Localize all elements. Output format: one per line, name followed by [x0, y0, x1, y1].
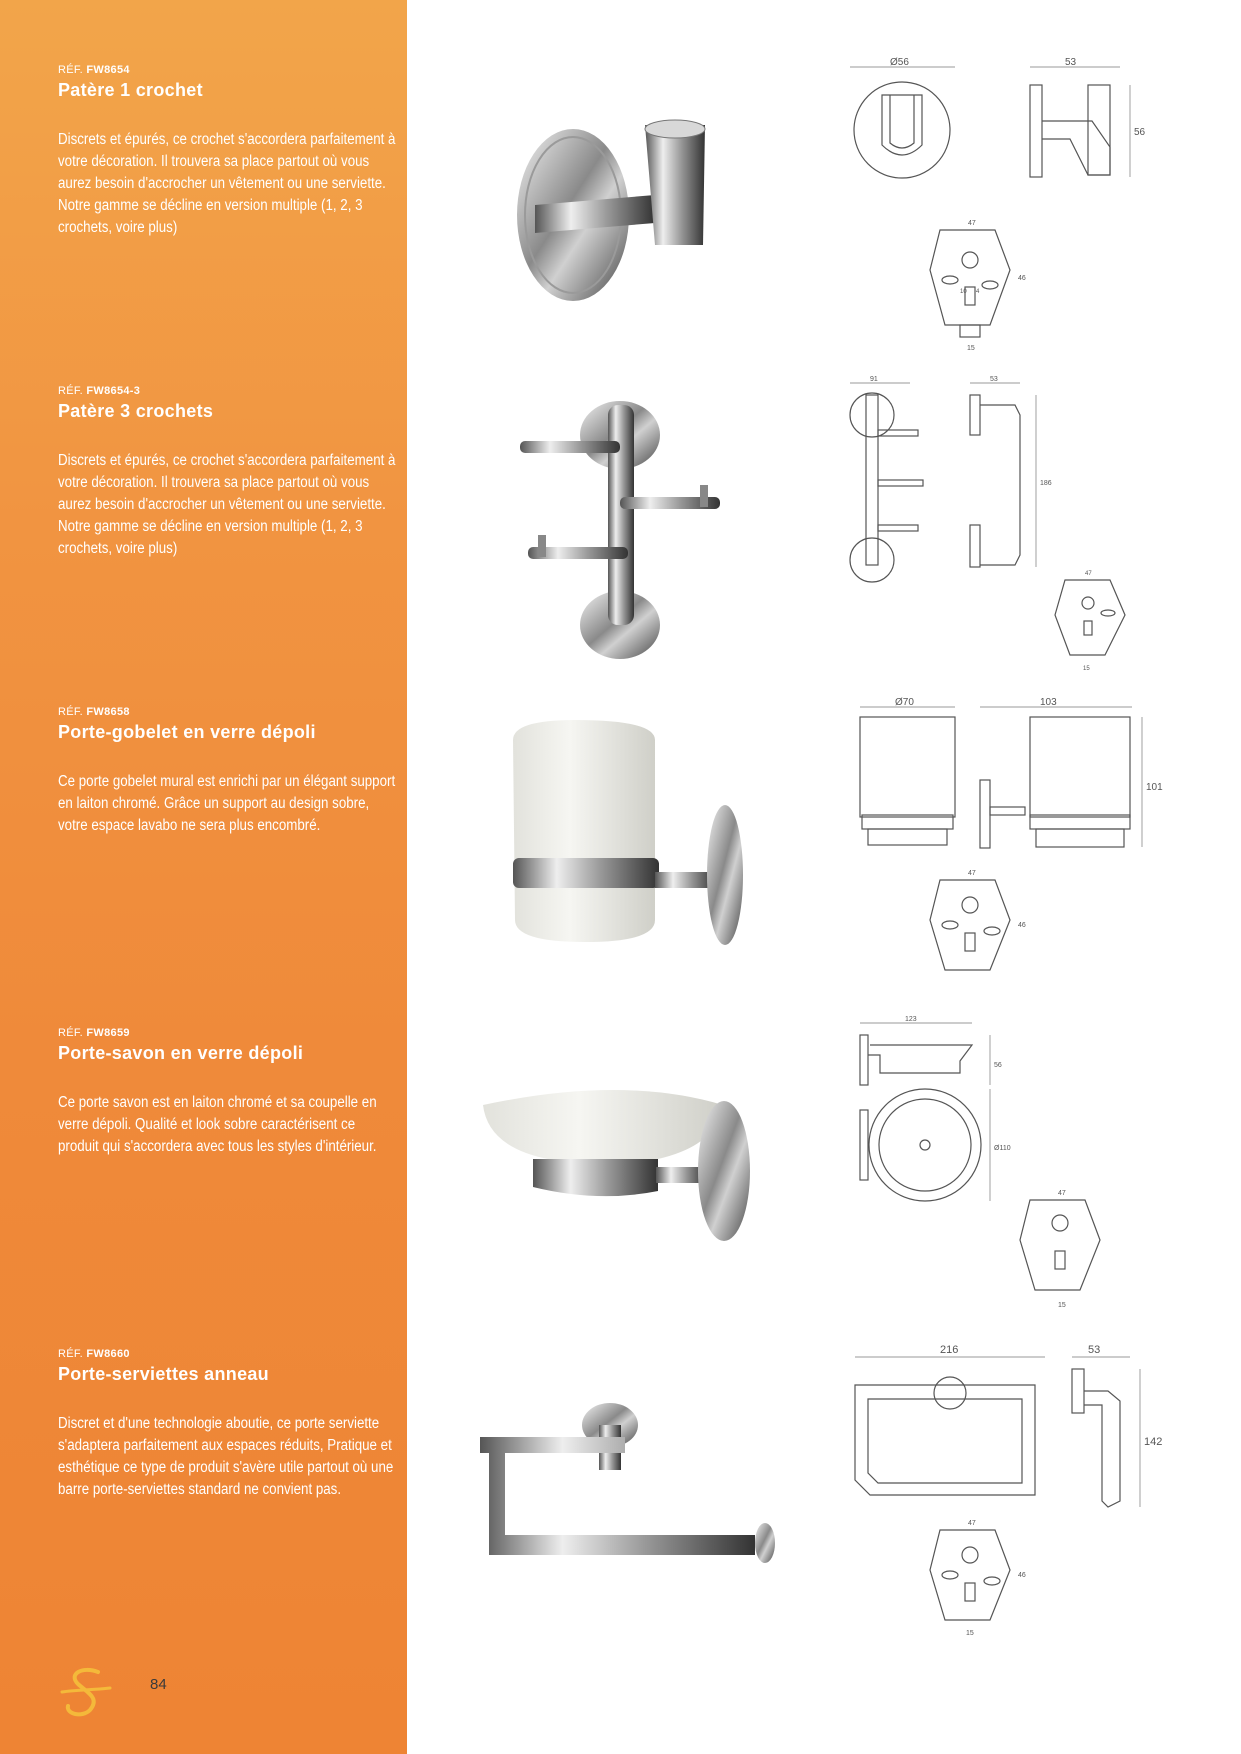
product-description: Discrets et épurés, ce crochet s'accordera parfaitement à votre décoration. Il trouvera sa place partout où vous aurez besoin d'accrocher un vêtement ou une serviette. Notre gamme se décline en version multiple (1, 2, 3 crochets, voire plus) [58, 131, 396, 236]
page-number: 84 [150, 1676, 167, 1693]
product-description: Discret et d'une technologie aboutie, ce porte serviette s'adaptera parfaitement aux espaces réduits, Pratique et esthétique ce type de produit s'avère utile partout où une barre porte-serviettes standard ne convient pas. [58, 1415, 394, 1498]
mount-dim-label: 47 [968, 1520, 976, 1527]
mount-detail-labels [960, 285, 1000, 315]
mount-dim-label: 47 [968, 220, 976, 227]
product-ref: RÉF. FW8654-3 [58, 385, 141, 397]
mount-dim-label: 46 [1018, 275, 1026, 282]
dim-label: 216 [940, 1344, 959, 1356]
dim-label: Ø56 [890, 57, 909, 68]
product-title: Patère 3 crochets [58, 401, 214, 421]
product-description: Ce porte savon est en laiton chromé et sa coupelle en verre dépoli. Qualité et look sobre caractérisent ce produit qui s'accordera avec tous les styles d'intérieur. [58, 1094, 377, 1155]
mount-dim-label: 47 [1058, 1190, 1066, 1197]
dim-label: 56 [994, 1062, 1002, 1069]
product-photo-hook-single [505, 115, 725, 315]
product-description: Ce porte gobelet mural est enrichi par un élégant support en laiton chromé. Grâce un support au design sobre, votre espace lavabo ne sera plus encombré. [58, 773, 396, 834]
brand-logo-icon [54, 1660, 124, 1730]
mount-dim-label: 15 [1083, 666, 1090, 672]
product-block-fw8660 [58, 1348, 398, 1501]
product-photo-towel-ring [475, 1395, 785, 1575]
product-block-fw8654 [58, 64, 398, 239]
dim-label: 101 [1146, 782, 1163, 793]
tech-drawing-fw8659 [840, 1015, 1170, 1315]
dim-label: 91 [870, 376, 878, 383]
product-ref: RÉF. FW8660 [58, 1348, 130, 1360]
product-photo-soap-dish [478, 1075, 768, 1245]
dim-label: 142 [1144, 1436, 1163, 1448]
dim-label: 53 [1088, 1344, 1101, 1356]
dim-label: 186 [1040, 480, 1052, 487]
mount-dim-label: 15 [966, 1630, 974, 1637]
dim-label: 56 [1134, 127, 1146, 138]
mount-dim-label: 46 [1018, 1572, 1026, 1579]
product-title: Porte-serviettes anneau [58, 1364, 269, 1384]
product-ref: RÉF. FW8658 [58, 706, 130, 718]
product-ref: RÉF. FW8659 [58, 1027, 130, 1039]
mount-dim-label: 10 [960, 289, 967, 295]
dim-label: 53 [990, 376, 998, 383]
product-photo-hook-triple [520, 395, 720, 665]
dim-label: Ø110 [994, 1145, 1011, 1152]
mount-dim-label: 47 [1085, 571, 1092, 577]
product-photo-cup-holder [505, 720, 750, 960]
dim-label: 53 [1065, 57, 1077, 68]
product-block-fw8654-3 [58, 385, 398, 560]
mount-dim-label: 15 [1058, 1302, 1066, 1309]
mount-dim-label: 46 [1018, 922, 1026, 929]
product-ref: RÉF. FW8654 [58, 64, 130, 76]
product-block-fw8658 [58, 706, 398, 837]
tech-drawing-fw8654-3 [840, 375, 1170, 675]
product-title: Porte-savon en verre dépoli [58, 1043, 304, 1063]
tech-drawing-fw8660 [840, 1335, 1170, 1655]
mount-dim-label: 47 [968, 870, 976, 877]
product-title: Porte-gobelet en verre dépoli [58, 722, 316, 742]
product-title: Patère 1 crochet [58, 80, 203, 100]
product-block-fw8659 [58, 1027, 398, 1158]
product-description: Discrets et épurés, ce crochet s'accordera parfaitement à votre décoration. Il trouvera sa place partout où vous aurez besoin d'accrocher un vêtement ou une serviette. Notre gamme se décline en version multiple (1, 2, 3 crochets, voire plus) [58, 452, 396, 557]
tech-drawing-fw8658 [840, 695, 1170, 985]
mount-dim-label: 4 [976, 289, 980, 295]
dim-label: 103 [1040, 697, 1057, 708]
tech-drawing-fw8654 [840, 55, 1170, 355]
mount-dim-label: 15 [967, 345, 975, 352]
dim-label: 123 [905, 1016, 917, 1023]
dim-label: Ø70 [895, 697, 914, 708]
